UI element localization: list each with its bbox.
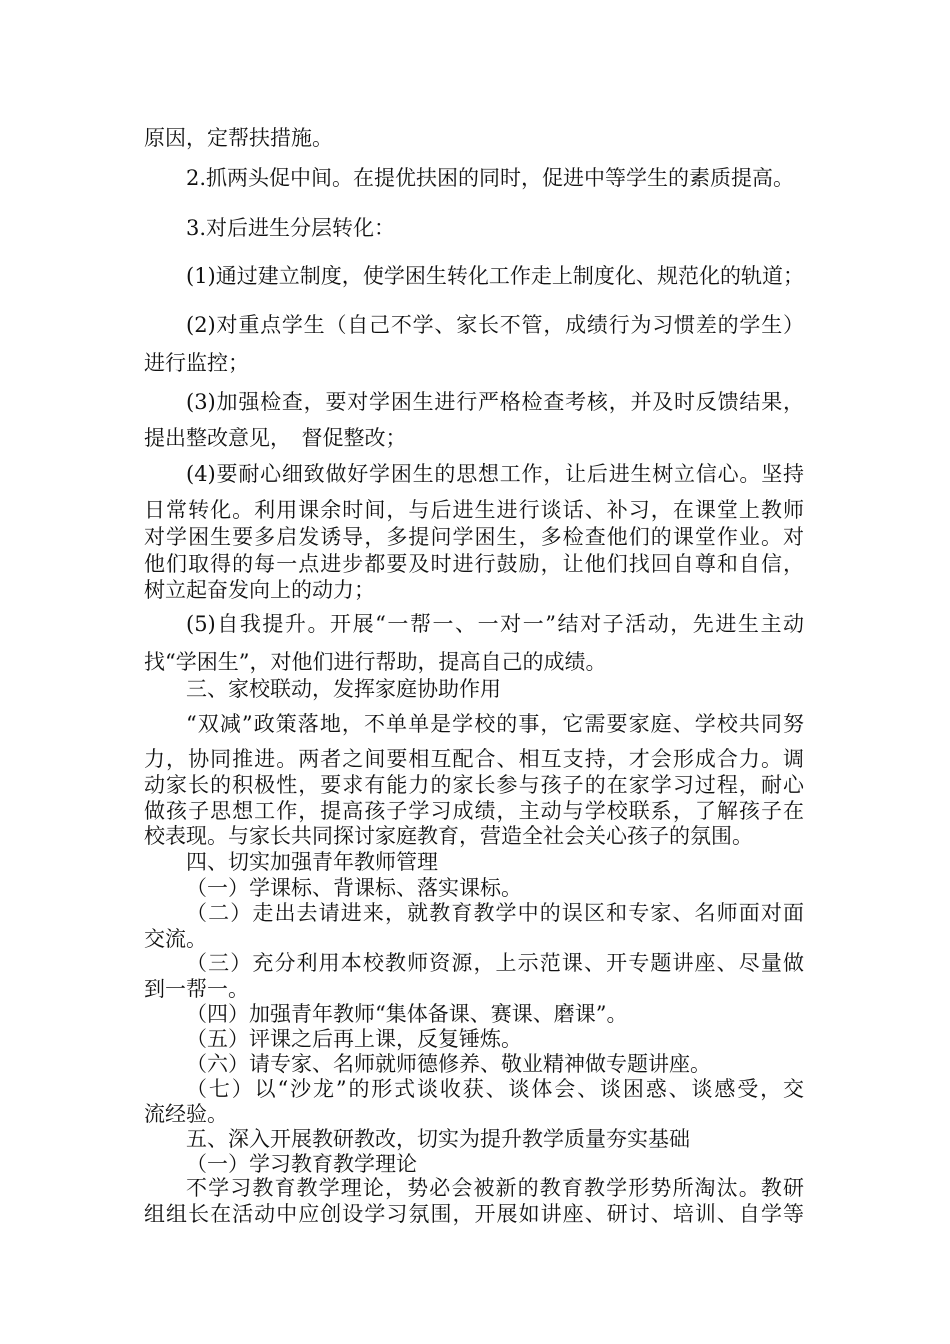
text-line: （六）请专家、名师就师德修养、敬业精神做专题讲座。 <box>186 1052 711 1076</box>
text-line: (1)通过建立制度，使学困生转化工作走上制度化、规范化的轨道； <box>186 264 804 288</box>
text-line: （四）加强青年教师“集体备课、赛课、磨课”。 <box>186 1002 628 1026</box>
text-line: 交流。 <box>144 927 207 951</box>
text-line: （七）以“沙龙”的形式谈收获、谈体会、谈困惑、谈感受，交 <box>186 1077 804 1101</box>
text-line: 进行监控； <box>144 351 249 375</box>
text-line: (5)自我提升。开展“一帮一、一对一”结对子活动，先进生主动 <box>186 612 804 636</box>
text-line: （五）评课之后再上课，反复锤炼。 <box>186 1027 522 1051</box>
section-heading: 五、深入开展教研教改，切实为提升教学质量夯实基础 <box>186 1127 690 1151</box>
text-line: 不学习教育教学理论，势必会被新的教育教学形势所淘汰。教研 <box>186 1176 804 1200</box>
text-line: “双减”政策落地，不单单是学校的事，它需要家庭、学校共同努 <box>186 712 804 736</box>
text-line: 树立起奋发向上的动力； <box>144 578 375 602</box>
text-line: 原因，定帮扶措施。 <box>144 126 333 150</box>
text-line: 校表现。与家长共同探讨家庭教育，营造全社会关心孩子的氛围。 <box>144 824 753 848</box>
text-line: 做孩子思想工作，提高孩子学习成绩，主动与学校联系，了解孩子在 <box>144 799 804 823</box>
text-line: 他们取得的每一点进步都要及时进行鼓励，让他们找回自尊和自信， <box>144 552 804 576</box>
section-heading: 四、切实加强青年教师管理 <box>186 850 438 874</box>
text-line: (2)对重点学生（自己不学、家长不管，成绩行为习惯差的学生） <box>186 313 804 337</box>
text-line: 组组长在活动中应创设学习氛围，开展如讲座、研讨、培训、自学等 <box>144 1202 804 1226</box>
text-line: （一）学课标、背课标、落实课标。 <box>186 876 522 900</box>
text-line: 提出整改意见， 督促整改； <box>144 426 407 450</box>
section-heading: 三、家校联动，发挥家庭协助作用 <box>186 677 501 701</box>
text-line: 找“学困生”，对他们进行帮助，提高自己的成绩。 <box>144 650 607 674</box>
text-line: 流经验。 <box>144 1102 228 1126</box>
text-line: 日常转化。利用课余时间，与后进生进行谈话、补习，在课堂上教师 <box>144 498 804 522</box>
text-line: (3)加强检查，要对学困生进行严格检查考核，并及时反馈结果， <box>186 390 804 414</box>
text-line: 到一帮一。 <box>144 977 249 1001</box>
text-line: （三）充分利用本校教师资源，上示范课、开专题讲座、尽量做 <box>186 951 804 975</box>
text-line: 3.对后进生分层转化： <box>186 216 396 240</box>
text-line: 动家长的积极性，要求有能力的家长参与孩子的在家学习过程，耐心 <box>144 773 804 797</box>
text-line: 力，协同推进。两者之间要相互配合、相互支持，才会形成合力。调 <box>144 747 804 771</box>
text-line: (4)要耐心细致做好学困生的思想工作，让后进生树立信心。坚持 <box>186 462 804 486</box>
text-line: （二）走出去请进来，就教育教学中的误区和专家、名师面对面 <box>186 901 804 925</box>
text-line: 2.抓两头促中间。在提优扶困的同时，促进中等学生的素质提高。 <box>186 166 795 190</box>
text-line: 对学困生要多启发诱导，多提问学困生，多检查他们的课堂作业。对 <box>144 525 804 549</box>
text-line: （一）学习教育教学理论 <box>186 1152 417 1176</box>
